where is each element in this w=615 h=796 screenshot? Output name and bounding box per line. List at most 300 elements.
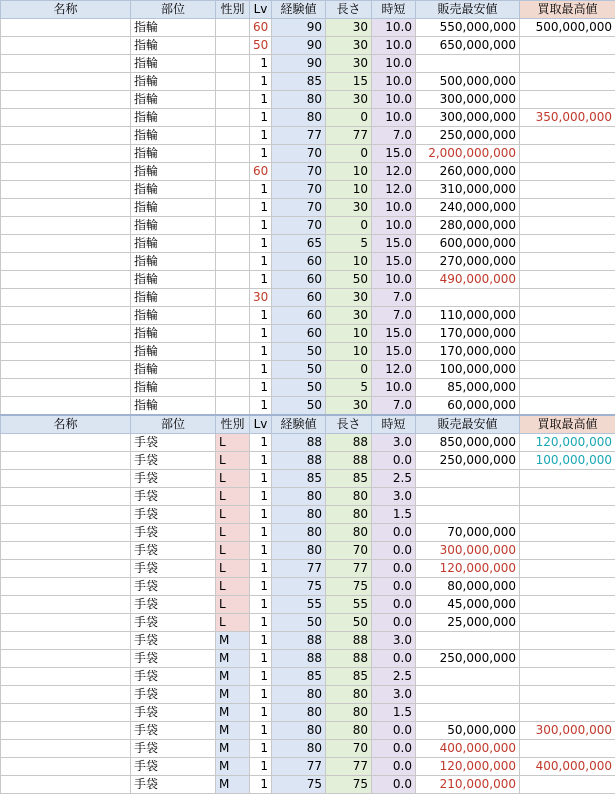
cell-time[interactable]: 1.5 bbox=[372, 506, 416, 524]
cell-exp[interactable]: 80 bbox=[272, 109, 326, 127]
column-header-part[interactable]: 部位 bbox=[131, 415, 216, 434]
cell-sell-min[interactable]: 280,000,000 bbox=[416, 217, 520, 235]
cell-name[interactable] bbox=[1, 686, 131, 704]
cell-exp[interactable]: 50 bbox=[272, 361, 326, 379]
cell-sell-min[interactable]: 120,000,000 bbox=[416, 560, 520, 578]
cell-time[interactable]: 0.0 bbox=[372, 578, 416, 596]
cell-sex[interactable]: L bbox=[216, 470, 250, 488]
cell-sex[interactable]: M bbox=[216, 722, 250, 740]
cell-length[interactable]: 10 bbox=[326, 325, 372, 343]
cell-lv[interactable]: 1 bbox=[250, 127, 272, 145]
cell-part[interactable]: 指輪 bbox=[131, 289, 216, 307]
cell-length[interactable]: 80 bbox=[326, 488, 372, 506]
cell-sell-min[interactable]: 170,000,000 bbox=[416, 343, 520, 361]
cell-sell-min[interactable] bbox=[416, 704, 520, 722]
cell-exp[interactable]: 75 bbox=[272, 776, 326, 794]
cell-name[interactable] bbox=[1, 397, 131, 416]
cell-exp[interactable]: 90 bbox=[272, 19, 326, 37]
cell-exp[interactable]: 80 bbox=[272, 686, 326, 704]
cell-sex[interactable] bbox=[216, 379, 250, 397]
cell-name[interactable] bbox=[1, 379, 131, 397]
cell-sell-min[interactable]: 210,000,000 bbox=[416, 776, 520, 794]
cell-buy-max[interactable] bbox=[520, 199, 615, 217]
cell-time[interactable]: 0.0 bbox=[372, 596, 416, 614]
cell-time[interactable]: 15.0 bbox=[372, 343, 416, 361]
cell-buy-max[interactable] bbox=[520, 776, 615, 794]
column-header-exp[interactable]: 経験値 bbox=[272, 1, 326, 19]
cell-part[interactable]: 指輪 bbox=[131, 127, 216, 145]
cell-time[interactable]: 15.0 bbox=[372, 325, 416, 343]
cell-part[interactable]: 手袋 bbox=[131, 578, 216, 596]
cell-part[interactable]: 手袋 bbox=[131, 560, 216, 578]
cell-name[interactable] bbox=[1, 524, 131, 542]
cell-name[interactable] bbox=[1, 578, 131, 596]
cell-lv[interactable]: 1 bbox=[250, 253, 272, 271]
cell-lv[interactable]: 1 bbox=[250, 109, 272, 127]
cell-time[interactable]: 10.0 bbox=[372, 73, 416, 91]
cell-length[interactable]: 50 bbox=[326, 614, 372, 632]
cell-sell-min[interactable]: 50,000,000 bbox=[416, 722, 520, 740]
cell-lv[interactable]: 60 bbox=[250, 163, 272, 181]
cell-sex[interactable]: L bbox=[216, 488, 250, 506]
cell-time[interactable]: 12.0 bbox=[372, 163, 416, 181]
cell-time[interactable]: 1.5 bbox=[372, 704, 416, 722]
cell-buy-max[interactable] bbox=[520, 596, 615, 614]
cell-length[interactable]: 77 bbox=[326, 560, 372, 578]
cell-name[interactable] bbox=[1, 614, 131, 632]
cell-buy-max[interactable] bbox=[520, 343, 615, 361]
cell-time[interactable]: 12.0 bbox=[372, 361, 416, 379]
cell-name[interactable] bbox=[1, 452, 131, 470]
cell-time[interactable]: 10.0 bbox=[372, 199, 416, 217]
cell-part[interactable]: 手袋 bbox=[131, 452, 216, 470]
cell-part[interactable]: 手袋 bbox=[131, 506, 216, 524]
cell-sex[interactable]: L bbox=[216, 452, 250, 470]
cell-part[interactable]: 手袋 bbox=[131, 668, 216, 686]
cell-sell-min[interactable]: 240,000,000 bbox=[416, 199, 520, 217]
cell-buy-max[interactable] bbox=[520, 506, 615, 524]
cell-lv[interactable]: 1 bbox=[250, 524, 272, 542]
cell-sex[interactable] bbox=[216, 127, 250, 145]
cell-sex[interactable] bbox=[216, 397, 250, 416]
column-header-time[interactable]: 時短 bbox=[372, 1, 416, 19]
column-header-sell[interactable]: 販売最安値 bbox=[416, 415, 520, 434]
cell-sex[interactable]: L bbox=[216, 524, 250, 542]
cell-lv[interactable]: 1 bbox=[250, 722, 272, 740]
cell-part[interactable]: 手袋 bbox=[131, 632, 216, 650]
cell-sell-min[interactable]: 250,000,000 bbox=[416, 650, 520, 668]
cell-part[interactable]: 手袋 bbox=[131, 776, 216, 794]
cell-lv[interactable]: 1 bbox=[250, 235, 272, 253]
cell-buy-max[interactable] bbox=[520, 55, 615, 73]
cell-exp[interactable]: 70 bbox=[272, 145, 326, 163]
cell-name[interactable] bbox=[1, 361, 131, 379]
cell-time[interactable]: 2.5 bbox=[372, 668, 416, 686]
cell-length[interactable]: 88 bbox=[326, 632, 372, 650]
cell-length[interactable]: 77 bbox=[326, 127, 372, 145]
cell-lv[interactable]: 60 bbox=[250, 19, 272, 37]
cell-lv[interactable]: 1 bbox=[250, 361, 272, 379]
cell-length[interactable]: 0 bbox=[326, 109, 372, 127]
cell-buy-max[interactable] bbox=[520, 379, 615, 397]
cell-lv[interactable]: 1 bbox=[250, 506, 272, 524]
cell-sex[interactable] bbox=[216, 19, 250, 37]
cell-part[interactable]: 指輪 bbox=[131, 19, 216, 37]
cell-lv[interactable]: 1 bbox=[250, 145, 272, 163]
cell-length[interactable]: 30 bbox=[326, 289, 372, 307]
cell-length[interactable]: 85 bbox=[326, 668, 372, 686]
cell-sex[interactable]: L bbox=[216, 578, 250, 596]
cell-sex[interactable] bbox=[216, 181, 250, 199]
cell-part[interactable]: 手袋 bbox=[131, 614, 216, 632]
cell-exp[interactable]: 88 bbox=[272, 452, 326, 470]
cell-exp[interactable]: 80 bbox=[272, 524, 326, 542]
cell-lv[interactable]: 1 bbox=[250, 668, 272, 686]
column-header-sex[interactable]: 性別 bbox=[216, 415, 250, 434]
cell-lv[interactable]: 1 bbox=[250, 325, 272, 343]
cell-buy-max[interactable] bbox=[520, 668, 615, 686]
cell-time[interactable]: 10.0 bbox=[372, 91, 416, 109]
cell-time[interactable]: 0.0 bbox=[372, 524, 416, 542]
cell-exp[interactable]: 60 bbox=[272, 289, 326, 307]
cell-lv[interactable]: 1 bbox=[250, 542, 272, 560]
cell-lv[interactable]: 1 bbox=[250, 434, 272, 452]
cell-buy-max[interactable] bbox=[520, 650, 615, 668]
cell-part[interactable]: 手袋 bbox=[131, 740, 216, 758]
cell-part[interactable]: 指輪 bbox=[131, 199, 216, 217]
cell-exp[interactable]: 50 bbox=[272, 614, 326, 632]
cell-buy-max[interactable] bbox=[520, 37, 615, 55]
cell-length[interactable]: 80 bbox=[326, 722, 372, 740]
cell-time[interactable]: 7.0 bbox=[372, 397, 416, 416]
cell-part[interactable]: 指輪 bbox=[131, 73, 216, 91]
cell-buy-max[interactable] bbox=[520, 542, 615, 560]
cell-lv[interactable]: 1 bbox=[250, 758, 272, 776]
column-header-buy[interactable]: 買取最高値 bbox=[520, 415, 615, 434]
cell-length[interactable]: 70 bbox=[326, 740, 372, 758]
cell-sell-min[interactable]: 260,000,000 bbox=[416, 163, 520, 181]
cell-exp[interactable]: 80 bbox=[272, 542, 326, 560]
cell-buy-max[interactable] bbox=[520, 614, 615, 632]
cell-time[interactable]: 7.0 bbox=[372, 289, 416, 307]
cell-part[interactable]: 指輪 bbox=[131, 307, 216, 325]
cell-name[interactable] bbox=[1, 650, 131, 668]
cell-part[interactable]: 指輪 bbox=[131, 91, 216, 109]
cell-sell-min[interactable]: 120,000,000 bbox=[416, 758, 520, 776]
cell-part[interactable]: 手袋 bbox=[131, 488, 216, 506]
cell-length[interactable]: 30 bbox=[326, 55, 372, 73]
cell-buy-max[interactable] bbox=[520, 163, 615, 181]
cell-length[interactable]: 85 bbox=[326, 470, 372, 488]
cell-time[interactable]: 0.0 bbox=[372, 758, 416, 776]
cell-time[interactable]: 12.0 bbox=[372, 181, 416, 199]
cell-buy-max[interactable]: 350,000,000 bbox=[520, 109, 615, 127]
cell-sell-min[interactable]: 490,000,000 bbox=[416, 271, 520, 289]
cell-part[interactable]: 指輪 bbox=[131, 253, 216, 271]
cell-name[interactable] bbox=[1, 307, 131, 325]
cell-time[interactable]: 0.0 bbox=[372, 740, 416, 758]
cell-time[interactable]: 3.0 bbox=[372, 434, 416, 452]
cell-exp[interactable]: 50 bbox=[272, 397, 326, 416]
cell-sex[interactable] bbox=[216, 37, 250, 55]
cell-sell-min[interactable]: 270,000,000 bbox=[416, 253, 520, 271]
cell-sell-min[interactable]: 100,000,000 bbox=[416, 361, 520, 379]
cell-name[interactable] bbox=[1, 163, 131, 181]
cell-buy-max[interactable] bbox=[520, 361, 615, 379]
cell-time[interactable]: 10.0 bbox=[372, 271, 416, 289]
cell-sell-min[interactable]: 310,000,000 bbox=[416, 181, 520, 199]
cell-sell-min[interactable]: 250,000,000 bbox=[416, 452, 520, 470]
cell-exp[interactable]: 60 bbox=[272, 307, 326, 325]
cell-name[interactable] bbox=[1, 488, 131, 506]
cell-lv[interactable]: 1 bbox=[250, 596, 272, 614]
cell-buy-max[interactable] bbox=[520, 470, 615, 488]
cell-length[interactable]: 88 bbox=[326, 452, 372, 470]
cell-sell-min[interactable] bbox=[416, 289, 520, 307]
cell-buy-max[interactable] bbox=[520, 325, 615, 343]
cell-part[interactable]: 指輪 bbox=[131, 397, 216, 416]
cell-exp[interactable]: 60 bbox=[272, 253, 326, 271]
cell-sex[interactable] bbox=[216, 361, 250, 379]
cell-sell-min[interactable] bbox=[416, 488, 520, 506]
cell-length[interactable]: 88 bbox=[326, 650, 372, 668]
cell-sex[interactable]: L bbox=[216, 506, 250, 524]
cell-exp[interactable]: 50 bbox=[272, 379, 326, 397]
cell-sell-min[interactable]: 170,000,000 bbox=[416, 325, 520, 343]
cell-part[interactable]: 手袋 bbox=[131, 650, 216, 668]
cell-buy-max[interactable] bbox=[520, 217, 615, 235]
cell-sex[interactable] bbox=[216, 217, 250, 235]
cell-length[interactable]: 10 bbox=[326, 253, 372, 271]
cell-lv[interactable]: 30 bbox=[250, 289, 272, 307]
cell-sell-min[interactable]: 850,000,000 bbox=[416, 434, 520, 452]
cell-lv[interactable]: 50 bbox=[250, 37, 272, 55]
cell-length[interactable]: 30 bbox=[326, 37, 372, 55]
cell-buy-max[interactable] bbox=[520, 740, 615, 758]
cell-part[interactable]: 手袋 bbox=[131, 524, 216, 542]
cell-sex[interactable] bbox=[216, 307, 250, 325]
cell-sex[interactable]: M bbox=[216, 776, 250, 794]
cell-sex[interactable]: L bbox=[216, 614, 250, 632]
cell-sell-min[interactable] bbox=[416, 632, 520, 650]
cell-name[interactable] bbox=[1, 73, 131, 91]
cell-sex[interactable] bbox=[216, 325, 250, 343]
cell-lv[interactable]: 1 bbox=[250, 488, 272, 506]
column-header-lv[interactable]: Lv bbox=[250, 1, 272, 19]
cell-buy-max[interactable] bbox=[520, 686, 615, 704]
cell-time[interactable]: 0.0 bbox=[372, 560, 416, 578]
cell-name[interactable] bbox=[1, 199, 131, 217]
cell-length[interactable]: 77 bbox=[326, 758, 372, 776]
cell-part[interactable]: 指輪 bbox=[131, 217, 216, 235]
cell-exp[interactable]: 88 bbox=[272, 434, 326, 452]
cell-time[interactable]: 10.0 bbox=[372, 217, 416, 235]
cell-buy-max[interactable] bbox=[520, 289, 615, 307]
cell-part[interactable]: 指輪 bbox=[131, 343, 216, 361]
cell-time[interactable]: 0.0 bbox=[372, 614, 416, 632]
cell-time[interactable]: 15.0 bbox=[372, 253, 416, 271]
cell-name[interactable] bbox=[1, 434, 131, 452]
cell-buy-max[interactable] bbox=[520, 397, 615, 416]
cell-time[interactable]: 0.0 bbox=[372, 722, 416, 740]
cell-sex[interactable]: M bbox=[216, 686, 250, 704]
cell-length[interactable]: 80 bbox=[326, 506, 372, 524]
cell-name[interactable] bbox=[1, 253, 131, 271]
cell-length[interactable]: 5 bbox=[326, 235, 372, 253]
cell-name[interactable] bbox=[1, 91, 131, 109]
cell-lv[interactable]: 1 bbox=[250, 614, 272, 632]
cell-sex[interactable]: M bbox=[216, 650, 250, 668]
cell-length[interactable]: 0 bbox=[326, 361, 372, 379]
cell-time[interactable]: 10.0 bbox=[372, 379, 416, 397]
cell-sell-min[interactable]: 85,000,000 bbox=[416, 379, 520, 397]
cell-time[interactable]: 7.0 bbox=[372, 307, 416, 325]
cell-exp[interactable]: 85 bbox=[272, 668, 326, 686]
cell-exp[interactable]: 75 bbox=[272, 578, 326, 596]
cell-time[interactable]: 15.0 bbox=[372, 145, 416, 163]
column-header-buy[interactable]: 買取最高値 bbox=[520, 1, 615, 19]
cell-name[interactable] bbox=[1, 127, 131, 145]
cell-sell-min[interactable]: 2,000,000,000 bbox=[416, 145, 520, 163]
cell-exp[interactable]: 80 bbox=[272, 91, 326, 109]
cell-buy-max[interactable] bbox=[520, 560, 615, 578]
cell-sell-min[interactable] bbox=[416, 55, 520, 73]
cell-buy-max[interactable] bbox=[520, 91, 615, 109]
cell-sell-min[interactable]: 300,000,000 bbox=[416, 542, 520, 560]
cell-sex[interactable] bbox=[216, 145, 250, 163]
cell-name[interactable] bbox=[1, 596, 131, 614]
cell-time[interactable]: 3.0 bbox=[372, 632, 416, 650]
cell-sex[interactable]: L bbox=[216, 542, 250, 560]
cell-buy-max[interactable]: 120,000,000 bbox=[520, 434, 615, 452]
cell-exp[interactable]: 77 bbox=[272, 127, 326, 145]
cell-buy-max[interactable] bbox=[520, 524, 615, 542]
cell-buy-max[interactable] bbox=[520, 271, 615, 289]
cell-length[interactable]: 55 bbox=[326, 596, 372, 614]
cell-name[interactable] bbox=[1, 776, 131, 794]
cell-name[interactable] bbox=[1, 55, 131, 73]
cell-time[interactable]: 0.0 bbox=[372, 650, 416, 668]
cell-part[interactable]: 指輪 bbox=[131, 379, 216, 397]
cell-sell-min[interactable]: 60,000,000 bbox=[416, 397, 520, 416]
cell-name[interactable] bbox=[1, 740, 131, 758]
cell-name[interactable] bbox=[1, 704, 131, 722]
cell-name[interactable] bbox=[1, 470, 131, 488]
cell-lv[interactable]: 1 bbox=[250, 632, 272, 650]
cell-length[interactable]: 75 bbox=[326, 578, 372, 596]
cell-name[interactable] bbox=[1, 109, 131, 127]
cell-exp[interactable]: 60 bbox=[272, 325, 326, 343]
cell-buy-max[interactable]: 500,000,000 bbox=[520, 19, 615, 37]
cell-part[interactable]: 手袋 bbox=[131, 542, 216, 560]
cell-time[interactable]: 2.5 bbox=[372, 470, 416, 488]
cell-lv[interactable]: 1 bbox=[250, 217, 272, 235]
cell-time[interactable]: 0.0 bbox=[372, 542, 416, 560]
cell-sex[interactable]: L bbox=[216, 560, 250, 578]
cell-buy-max[interactable] bbox=[520, 704, 615, 722]
cell-length[interactable]: 30 bbox=[326, 307, 372, 325]
cell-lv[interactable]: 1 bbox=[250, 397, 272, 416]
cell-sex[interactable] bbox=[216, 91, 250, 109]
cell-exp[interactable]: 90 bbox=[272, 55, 326, 73]
cell-time[interactable]: 10.0 bbox=[372, 37, 416, 55]
cell-buy-max[interactable] bbox=[520, 632, 615, 650]
cell-length[interactable]: 0 bbox=[326, 145, 372, 163]
cell-name[interactable] bbox=[1, 271, 131, 289]
cell-buy-max[interactable]: 300,000,000 bbox=[520, 722, 615, 740]
cell-sell-min[interactable]: 70,000,000 bbox=[416, 524, 520, 542]
cell-part[interactable]: 指輪 bbox=[131, 361, 216, 379]
cell-sell-min[interactable]: 110,000,000 bbox=[416, 307, 520, 325]
cell-buy-max[interactable] bbox=[520, 73, 615, 91]
cell-sex[interactable] bbox=[216, 109, 250, 127]
cell-sell-min[interactable]: 80,000,000 bbox=[416, 578, 520, 596]
cell-buy-max[interactable] bbox=[520, 578, 615, 596]
cell-exp[interactable]: 70 bbox=[272, 199, 326, 217]
cell-part[interactable]: 手袋 bbox=[131, 434, 216, 452]
column-header-len[interactable]: 長さ bbox=[326, 1, 372, 19]
cell-time[interactable]: 0.0 bbox=[372, 452, 416, 470]
cell-exp[interactable]: 80 bbox=[272, 740, 326, 758]
cell-time[interactable]: 15.0 bbox=[372, 235, 416, 253]
cell-lv[interactable]: 1 bbox=[250, 578, 272, 596]
cell-part[interactable]: 手袋 bbox=[131, 722, 216, 740]
cell-time[interactable]: 10.0 bbox=[372, 109, 416, 127]
cell-sex[interactable] bbox=[216, 235, 250, 253]
cell-name[interactable] bbox=[1, 758, 131, 776]
column-header-len[interactable]: 長さ bbox=[326, 415, 372, 434]
cell-exp[interactable]: 65 bbox=[272, 235, 326, 253]
cell-part[interactable]: 指輪 bbox=[131, 109, 216, 127]
cell-sex[interactable] bbox=[216, 253, 250, 271]
cell-buy-max[interactable]: 400,000,000 bbox=[520, 758, 615, 776]
column-header-time[interactable]: 時短 bbox=[372, 415, 416, 434]
cell-part[interactable]: 指輪 bbox=[131, 55, 216, 73]
cell-sell-min[interactable] bbox=[416, 506, 520, 524]
cell-exp[interactable]: 70 bbox=[272, 217, 326, 235]
cell-length[interactable]: 80 bbox=[326, 686, 372, 704]
cell-lv[interactable]: 1 bbox=[250, 452, 272, 470]
cell-buy-max[interactable] bbox=[520, 127, 615, 145]
cell-part[interactable]: 手袋 bbox=[131, 470, 216, 488]
cell-name[interactable] bbox=[1, 289, 131, 307]
cell-sell-min[interactable]: 250,000,000 bbox=[416, 127, 520, 145]
cell-sex[interactable] bbox=[216, 271, 250, 289]
cell-lv[interactable]: 1 bbox=[250, 73, 272, 91]
column-header-sell[interactable]: 販売最安値 bbox=[416, 1, 520, 19]
cell-buy-max[interactable] bbox=[520, 488, 615, 506]
cell-lv[interactable]: 1 bbox=[250, 650, 272, 668]
cell-part[interactable]: 指輪 bbox=[131, 145, 216, 163]
cell-length[interactable]: 10 bbox=[326, 163, 372, 181]
cell-part[interactable]: 手袋 bbox=[131, 758, 216, 776]
cell-length[interactable]: 10 bbox=[326, 181, 372, 199]
cell-buy-max[interactable] bbox=[520, 145, 615, 163]
cell-name[interactable] bbox=[1, 632, 131, 650]
cell-part[interactable]: 指輪 bbox=[131, 325, 216, 343]
cell-lv[interactable]: 1 bbox=[250, 271, 272, 289]
cell-exp[interactable]: 88 bbox=[272, 650, 326, 668]
cell-name[interactable] bbox=[1, 343, 131, 361]
column-header-sex[interactable]: 性別 bbox=[216, 1, 250, 19]
cell-exp[interactable]: 85 bbox=[272, 470, 326, 488]
cell-lv[interactable]: 1 bbox=[250, 776, 272, 794]
cell-lv[interactable]: 1 bbox=[250, 343, 272, 361]
cell-sell-min[interactable] bbox=[416, 686, 520, 704]
cell-length[interactable]: 30 bbox=[326, 199, 372, 217]
cell-length[interactable]: 70 bbox=[326, 542, 372, 560]
column-header-name[interactable]: 名称 bbox=[1, 415, 131, 434]
